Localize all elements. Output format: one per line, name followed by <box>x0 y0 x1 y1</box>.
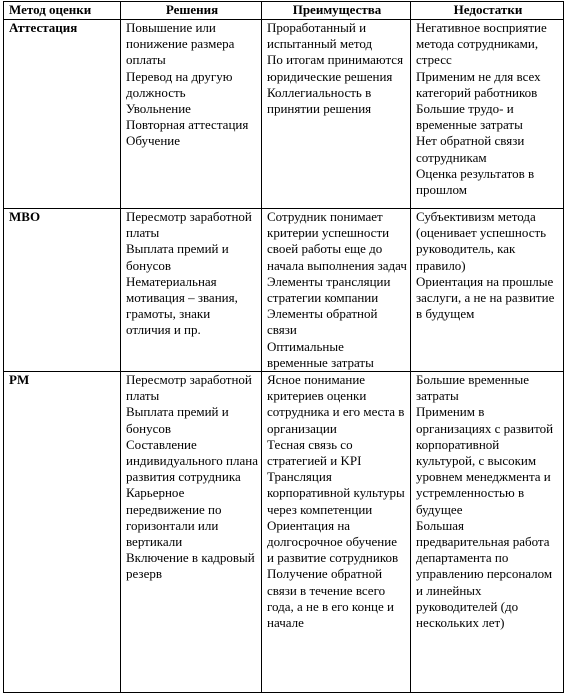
list-item: Большие временные затраты <box>416 372 530 404</box>
list-item: Элементы трансляции стратегии компании <box>267 273 391 306</box>
list-item: Субъективизм метода (оценивает успешность руководитель, как правило) <box>416 209 547 273</box>
method-cell: PM <box>4 372 121 693</box>
header-advantages: Преимущества <box>262 2 411 20</box>
list-item: Применим в организациях с развитой корпоративной культурой, с высоким уровнем менеджмента и устремленностью в будущее <box>416 404 554 517</box>
list-item: Нематериальная мотивация – звания, грамоты, знаки отличия и пр. <box>126 273 238 338</box>
list-item: Трансляция корпоративной культуры через компетенции <box>267 469 405 517</box>
list-item: Проработанный и испытанный метод <box>267 20 373 52</box>
header-method: Метод оценки <box>4 2 121 20</box>
disadvantages-cell <box>411 209 564 372</box>
list-item: Составление индивидуального плана развития сотрудника <box>126 436 258 485</box>
disadvantages-cell <box>411 20 564 209</box>
list-item: Пересмотр заработной платы <box>126 372 252 404</box>
list-item: Негативное восприятие метода сотрудниками, стресс <box>416 20 547 68</box>
list-item: Выплата премий и бонусов <box>126 404 229 436</box>
list-item: Нет обратной связи сотрудникам <box>416 133 525 165</box>
list-item: Пересмотр заработной платы <box>126 209 252 241</box>
list-item: Применим не для всех категорий работников <box>416 68 541 100</box>
list-item: Повышение или понижение размера оплаты <box>126 20 235 68</box>
header-solutions: Решения <box>121 2 262 20</box>
list-item: Большая предварительная работа департамента по управлению персоналом и линейных руководителей (до нескольких лет) <box>416 517 553 631</box>
list-item: Увольнение <box>126 101 191 117</box>
list-item: Карьерное передвижение по горизонтали или вертикали <box>126 485 222 550</box>
solutions-cell <box>121 20 262 209</box>
list-item: Элементы обратной связи <box>267 306 378 338</box>
disadvantages-cell <box>411 372 564 693</box>
header-row <box>4 2 564 20</box>
list-item: Оценка результатов в прошлом <box>416 165 535 198</box>
list-item: Ориентация на долгосрочное обучение и развитие сотрудников <box>267 517 399 566</box>
list-item: Ясное понимание критериев оценки сотрудника и его места в организации <box>267 372 405 436</box>
advantages-cell <box>262 372 411 693</box>
table-row <box>4 372 564 693</box>
evaluation-methods-table <box>3 1 564 693</box>
table-row <box>4 209 564 372</box>
list-item: Ориентация на прошлые заслуги, а не на развитие в будущем <box>416 273 555 322</box>
list-item: Получение обратной связи в течение всего года, а не в его конце и начале <box>267 566 394 631</box>
table-row <box>4 20 564 209</box>
list-item: Коллегиальность в принятии решения <box>267 84 372 117</box>
list-item: По итогам принимаются юридические решения <box>267 52 404 84</box>
list-item: Повторная аттестация <box>126 117 249 133</box>
list-item: Оптимальные временные затраты <box>267 338 374 370</box>
list-item: Сотрудник понимает критерии успешности своей работы еще до начала выполнения задач <box>267 209 407 273</box>
list-item: Большие трудо- и временные затраты <box>416 101 523 133</box>
method-cell: MBO <box>4 209 121 372</box>
method-cell: Аттестация <box>4 20 121 209</box>
list-item: Тесная связь со стратегией и KPI <box>267 436 362 469</box>
list-item: Выплата премий и бонусов <box>126 241 229 273</box>
advantages-cell <box>262 20 411 209</box>
list-item: Включение в кадровый резерв <box>126 550 255 582</box>
solutions-cell <box>121 209 262 372</box>
advantages-cell <box>262 209 411 372</box>
list-item: Обучение <box>126 133 180 149</box>
header-disadvantages: Недостатки <box>411 2 564 20</box>
list-item: Перевод на другую должность <box>126 68 233 100</box>
solutions-cell <box>121 372 262 693</box>
